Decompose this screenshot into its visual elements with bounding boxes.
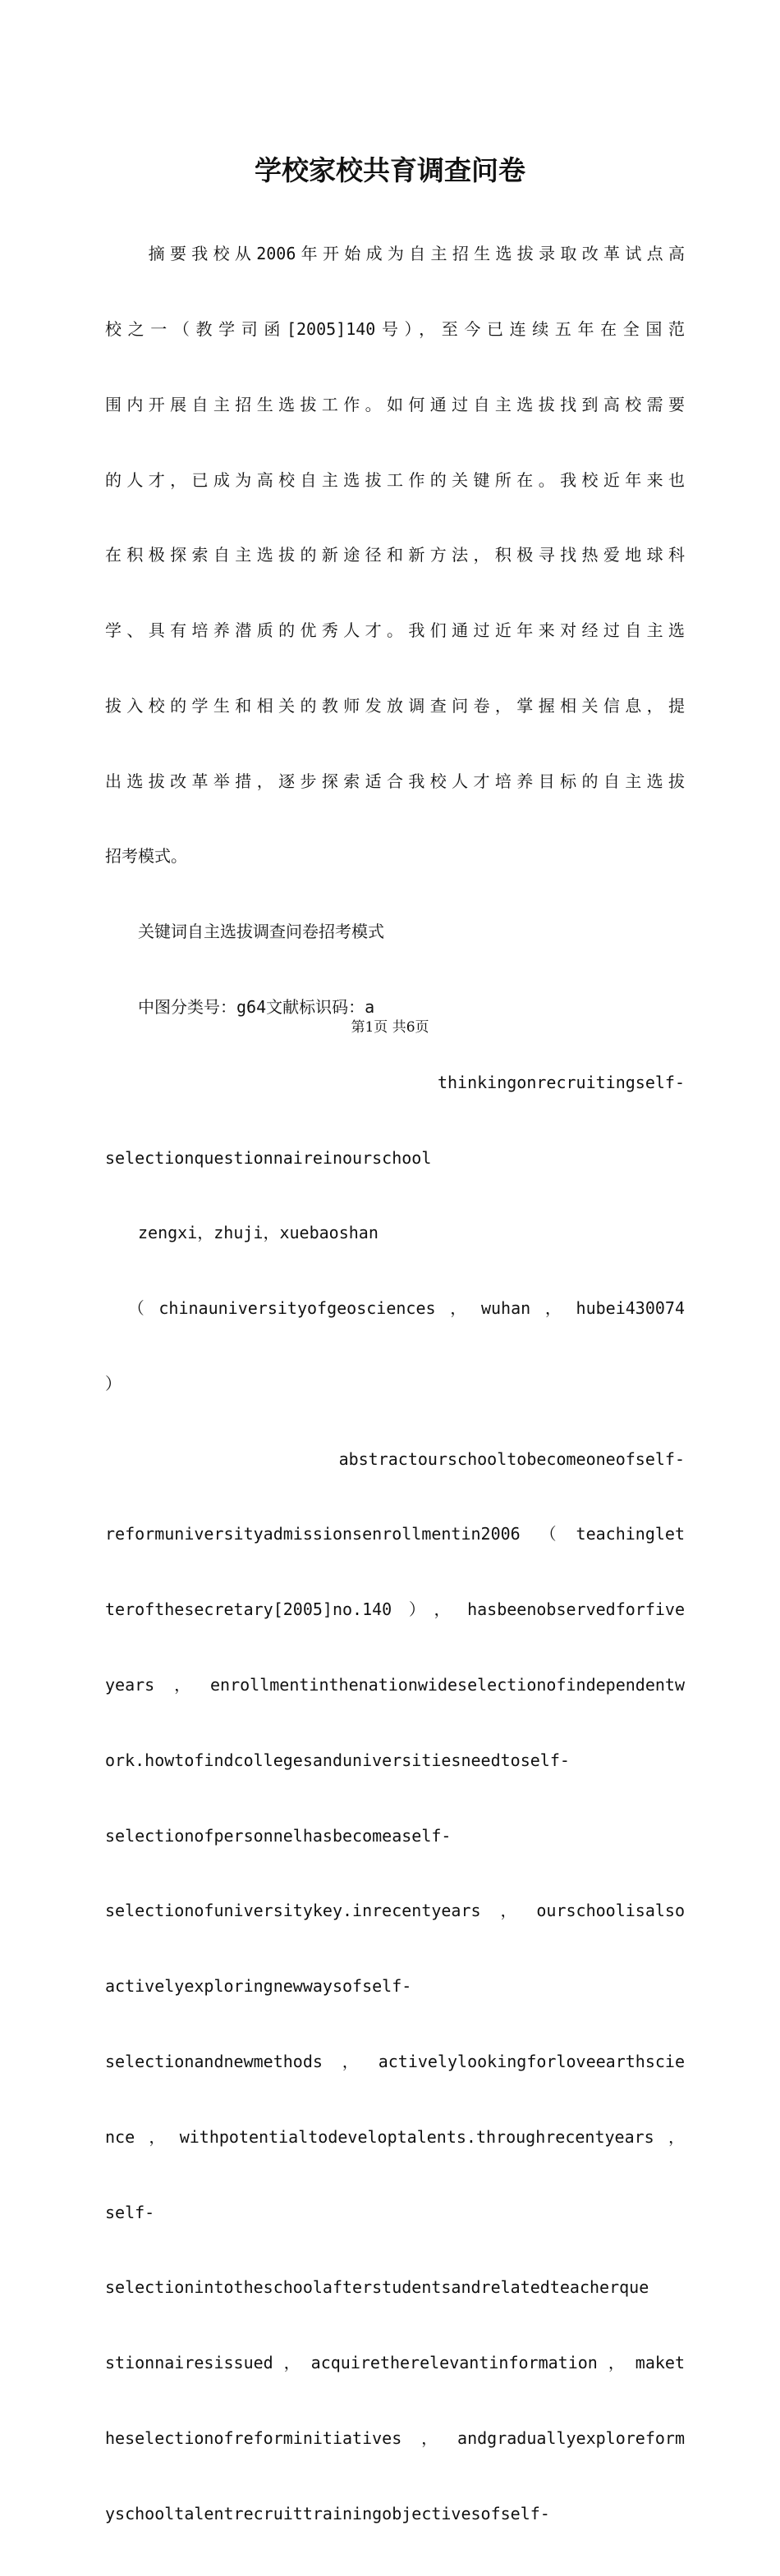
abstract-line: nce，withpotentialtodeveloptalents.throughrecentyears， — [105, 2126, 685, 2147]
abstract-line: terofthesecretary[2005]no.140），hasbeenobservedforfive — [105, 1599, 685, 1620]
abstract-line: stionnairesissued，acquiretherelevantinformation，maket — [105, 2353, 685, 2373]
body-line: 摘要我校从2006年开始成为自主招生选拔录取改革试点高 — [105, 244, 685, 264]
abstract-line: heselectionofreforminitiatives，andgraduallyexploreform — [105, 2427, 685, 2448]
abstract-line: ork.howtofindcollegesanduniversitiesneedtoself- — [105, 1750, 570, 1770]
english-title-line: selectionquestionnaireinourschool — [105, 1147, 432, 1168]
body-line: 招考模式。 — [105, 846, 187, 867]
document-title: 学校家校共育调查问卷 — [255, 154, 525, 186]
abstract-line: reformuniversityadmissionsenrollmentin2006（teachinglet — [105, 1524, 685, 1544]
abstract-line: selectionofuniversitykey.inrecentyears，ourschoolisalso — [105, 1901, 685, 1921]
abstract-line: yschooltalentrecruittrainingobjectivesofself- — [105, 2503, 550, 2523]
body-line: 围内开展自主招生选拔工作。如何通过自主选拔找到高校需要 — [105, 394, 685, 414]
page-footer: 第1页 共6页 — [351, 1019, 429, 1036]
keywords-line: 关键词自主选拔调查问卷招考模式 — [105, 922, 384, 942]
body-line: 在积极探索自主选拔的新途径和新方法，积极寻找热爱地球科 — [105, 545, 685, 565]
abstract-line: selectionintotheschoolafterstudentsandrelatedteacherque — [105, 2277, 649, 2298]
body-line: 出选拔改革举措，逐步探索适合我校人才培养目标的自主选拔 — [105, 771, 685, 791]
body-line: 拔入校的学生和相关的教师发放调查问卷，掌握相关信息，提 — [105, 695, 685, 716]
document-body — [105, 191, 685, 2576]
abstract-line: activelyexploringnewwaysofself- — [105, 1976, 412, 1997]
english-title-line: thinkingonrecruitingself- — [437, 1072, 685, 1092]
abstract-line: selectionandnewmethods，activelylookingforloveearthscie — [105, 2051, 685, 2071]
abstract-line: abstractourschooltobecomeoneofself- — [338, 1448, 685, 1469]
abstract-line: self- — [105, 2202, 155, 2222]
authors-line: zengxi，zhuji，xuebaoshan — [105, 1223, 379, 1243]
body-line: 的人才，已成为高校自主选拔工作的关键所在。我校近年来也 — [105, 469, 685, 490]
body-line: 学、具有培养潜质的优秀人才。我们通过近年来对经过自主选 — [105, 620, 685, 641]
classification-line: 中图分类号：g64文献标识码：a — [105, 997, 375, 1017]
body-line: 校之一（教学司函[2005]140号），至今已连续五年在全国范 — [105, 318, 685, 339]
affiliation-line: ） — [105, 1373, 122, 1393]
abstract-line: selectionofpersonnelhasbecomeaself- — [105, 1825, 452, 1846]
affiliation-line: （chinauniversityofgeosciences，wuhan，hubei430074 — [105, 1298, 685, 1319]
abstract-line: years，enrollmentinthenationwideselectionofindependentw — [105, 1675, 685, 1695]
